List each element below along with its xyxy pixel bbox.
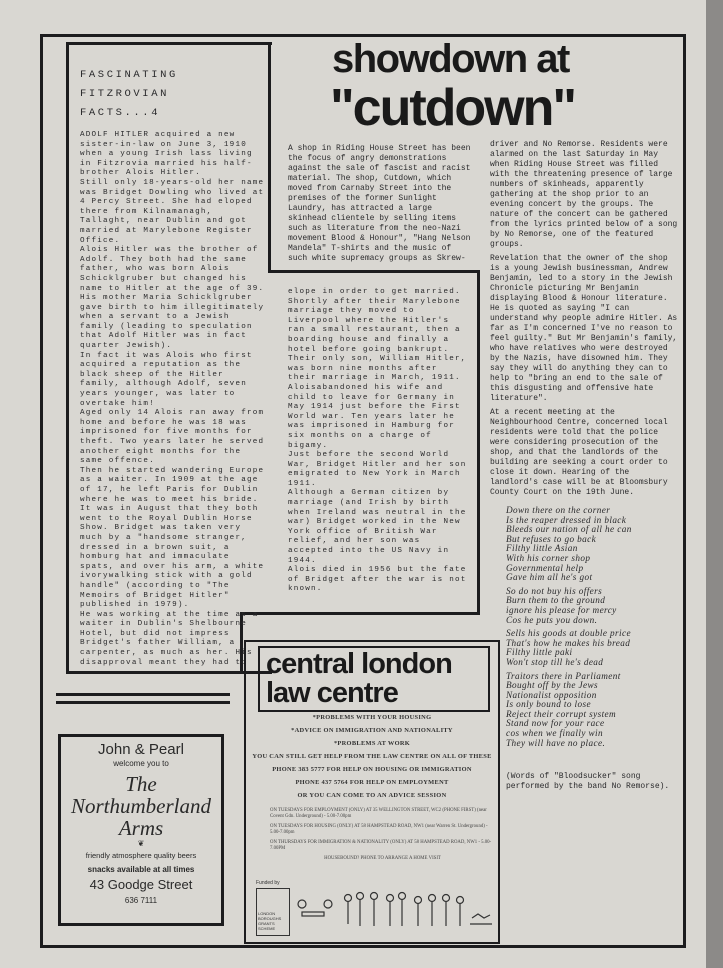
info-line: *ADVICE ON IMMIGRATION AND NATIONALITY (291, 727, 453, 734)
headline-line2: "cutdown" (330, 79, 576, 137)
pub-snacks: snacks available at all times (87, 865, 195, 874)
pub-name: The Northumberland Arms (70, 772, 211, 840)
divider-rule (56, 693, 230, 696)
paragraph: Aged only 14 Alois ran away from home and before he was 18 was imprisoned for five months for theft. Two years later he served another eight months for the same offence. (80, 409, 265, 466)
verse: Sells his goods at double price That's how he makes his bread Filthy little paki Won't stop till he's dead (506, 628, 631, 667)
verse: Traitors there in Parliament Bought off by the Jews Nationalist opposition Is only bound to lose Reject their corrupt system Stand now for your race cos when we finally win They will have no place. (506, 670, 621, 748)
paragraph: driver and No Remorse. Residents were alarmed on the last Saturday in May when Riding House Street was filled with the threatening presence of large numbers of skinheads, apparently gathering at the shop prior to an evening concert by the groups. The nature of the concert can be gathered from the lyrics printed below of a song by No Remorse, one of the featured groups. (490, 140, 678, 249)
paragraph: Still only 18-years-old her name was Bridget Dowling who lived at 4 Percy Street. She had eloped there from Kilnamanagh, Tallaght, near Dublin and got married at Marylebone Register Office. (80, 178, 265, 245)
paragraph: Although a German citizen by marriage (and Irish by birth when Ireland was neutral in the war) Bridget worked in the New York office of British War relief, and her son was accepted into the US Navy in 1944. (288, 489, 467, 565)
fitzrovia-column-2 (288, 288, 472, 595)
pub-hosts: John & Pearl (98, 741, 184, 758)
paragraph: At a recent meeting at the Neighbourhood Centre, concerned local residents were told that the police were considering prosecution of the shop, and that the landlords of the building are seeking a court order to close it down. Hearing of the landlord's case will be at Bloomsbury County Court on the 19th June. (490, 408, 668, 497)
info-line: *PROBLEMS AT WORK (333, 740, 411, 747)
headline-line1: showdown at (332, 37, 569, 81)
law-centre-sessions (270, 808, 495, 866)
session-line: ON TUESDAYS FOR HOUSING (ONLY) AT 58 HAMPSTEAD ROAD, NW1 (near Warren St. Underground) - 5.00-7.00pm (270, 824, 488, 835)
fitzrovia-box-middle (268, 270, 480, 273)
cutdown-right-column (490, 140, 682, 502)
paragraph: elope in order to get married. Shortly after their Marylebone marriage they moved to Liverpool where the Hitler's ran a small restaurant, then a boarding house and finally a hotel before going bankrupt. Their only son, William Hitler, was born nine months after their marriage in March, 1911. (288, 288, 467, 383)
info-line: PHONE 437 5764 FOR HELP ON EMPLOYMENT (295, 779, 449, 786)
ornament-icon: ❦ (137, 839, 145, 848)
paragraph: Then he started wandering Europe as a waiter. In 1909 at the age of 17, he left Paris for Dublin where he was to meet his bride. It was in August that they both went to the Royal Dublin Horse Show. Bridget was taken very much by a "handsome stranger, dressed in a brown suit, a homburg hat and immaculate spats, and over his arm, a white ivorywalking stick with a gold handle" (according to "The Memoirs of Bridget Hitler" published in 1979). (80, 466, 265, 610)
verse: Down there on the corner Is the reaper dressed in black Bleeds our nation of all he can But refuses to go back Filthy little Asian With his corner shop Governmental help Gave him all he's got (506, 505, 632, 583)
info-line: OR YOU CAN COME TO AN ADVICE SESSION (297, 792, 447, 799)
info-line: PHONE 383 5777 FOR HELP ON HOUSING OR IMMIGRATION (272, 766, 472, 773)
fitzrovia-left-top (268, 42, 271, 272)
page-edge (706, 0, 723, 968)
paragraph: Alois Hitler was the brother of Adolf. They both had the same father, who was born Alois Schicklgruber but changed his name to Hitler at the age of 39. His mother Maria Schicklgruber gave birth to him illegitimately when a servant to a Jewish family (leading to speculation that Adolf Hitler was in fact quarter Jewish). (80, 246, 265, 351)
law-centre-title: central london law centre (258, 646, 490, 712)
cutdown-lead (288, 144, 474, 268)
verse: So do not buy his offers Burn them to the ground ignore his please for mercy Cos he puts you down. (506, 585, 617, 625)
paragraph: ADOLF HITLER acquired a new sister-in-law on June 3, 1910 when a young Irish lass living in Fitzrovia married his half-brother Alois Hitler. (80, 131, 253, 178)
pub-phone: 636 7111 (124, 896, 158, 905)
paragraph: Aloisabandoned his wife and child to leave for Germany in May 1914 just before the First World war. Ten years later he was imprisoned in Hamburg for six months on a charge of bigamy. (288, 383, 461, 450)
funded-by-label: Funded by (256, 880, 280, 886)
fitzrovia-box-right (477, 270, 480, 615)
session-line: ON THURSDAYS FOR IMMIGRATION & NATIONALITY (ONLY) AT 58 HAMPSTEAD ROAD, NW1 - 5.00-7.00PM (270, 840, 492, 851)
queue-illustration (294, 886, 494, 936)
paragraph: He was working at the time as a waiter in Dublin's Shelbourne Hotel, but did not impress Bridget's father William, a carpenter, as much as her. His disapproval meant they had to (80, 610, 259, 667)
paragraph: A shop in Riding House Street has been the focus of angry demonstrations against the sale of fascist and racist material. The shop, Cutdown, which moved from Carnaby Street into the premises of the former Sunlight Laundry, has attracted a large skinhead clientele by selling items such as literature from the neo-Nazi movement Blood & Honour", "Hang Nelson Mandela" T-shirts and the music of such white supremacy groups as Skrew- (288, 144, 471, 263)
pub-advert (58, 734, 224, 926)
housebound-line: HOUSEBOUND? PHONE TO ARRANGE A HOME VISIT (324, 856, 441, 861)
pub-welcome: welcome you to (113, 759, 169, 768)
grants-scheme-logo: LONDON BOROUGHS GRANTS SCHEME (256, 888, 290, 936)
song-credit: (Words of "Bloodsucker" song performed by the band No Remorse). (506, 772, 670, 791)
paragraph: Revelation that the owner of the shop is a young Jewish businessman, Andrew Benjamin, led to a story in the Jewish Chronicle picturing Mr Benjamin displaying Blood & Honour literature. He is quoted as saying "I can understand why people admire Hitler. As far as I'm concerned I've no reason to feel guilty." But Mr Benjamin's family, who have relatives who were destroyed by the Nazis, have disowned him. They say they will do anything they can to help to "bring an end to the sale of this disgusting and offensive hate literature". (490, 254, 678, 403)
info-line: YOU CAN STILL GET HELP FROM THE LAW CENTRE ON ALL OF THESE (252, 753, 492, 760)
fitzrovia-kicker: FASCINATING FITZROVIAN FACTS...4 (80, 69, 178, 119)
pub-tagline: friendly atmosphere quality beers (85, 851, 197, 860)
session-line: ON TUESDAYS FOR EMPLOYMENT (ONLY) AT 35 WELLINGTON STREET, WC2 (PHONE FIRST) (near Covent Gdn. Underground) - 5.00-7.00pm (270, 808, 487, 819)
fitzrovia-column-1 (80, 66, 266, 668)
law-centre-info (246, 714, 498, 805)
pub-address: 43 Goodge Street (89, 877, 193, 892)
song-lyrics (506, 506, 686, 752)
info-line: *PROBLEMS WITH YOUR HOUSING (312, 714, 432, 721)
paragraph: Alois died in 1956 but the fate of Bridget after the war is not known. (288, 566, 467, 594)
divider-rule (56, 701, 230, 704)
fitzrovia-box-step (240, 612, 480, 615)
paragraph: In fact it was Alois who first acquired a reputation as the black sheep of the Hitler family, although Adolf, seven years younger, was later to overtake him! (80, 351, 253, 408)
paragraph: Just before the second World War, Bridget Hitler and her son emigrated to New York in March 1911. (288, 451, 467, 488)
